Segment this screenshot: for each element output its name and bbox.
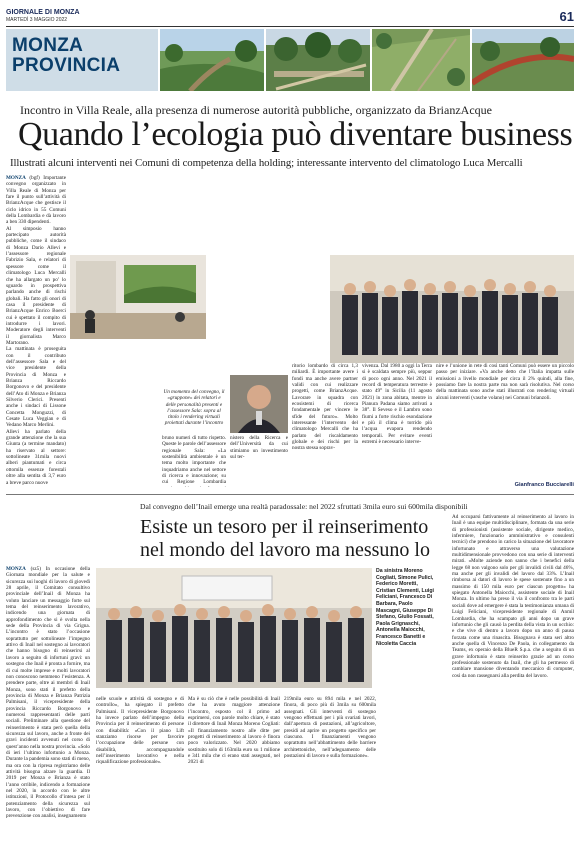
article1-headline: Quando l’ecologia può diventare business: [18, 116, 573, 153]
section-label-line2: PROVINCIA: [12, 55, 121, 76]
page-number: 61: [559, 9, 574, 24]
rendering-image-3: [372, 29, 470, 91]
article1-col1-p4: Allevi ha parlato della grande attenzione che la sua Giunta (a termine mandato) ha riservato al settore: sottolineate 31mila nuovi alberi piantumati e circa ottomila essenze forestali oltre alla sentita di 3,7 euro a breve parco nuove: [6, 428, 66, 486]
section-label-line1: MONZA: [12, 35, 84, 56]
article1-column-1: [6, 175, 66, 486]
publication-name: GIORNALE DI MONZA: [6, 9, 80, 16]
speaker-photo: [230, 375, 288, 433]
rendering-image-1: [160, 29, 264, 91]
article2-column-3: Ma è su ciò che è nelle possibilità di Inail che ha avuto maggiore attenzione l’incontro, esposto col il primo ad esprimersi, con parole molto chiare, è stato il direttore di Inail Monza Moreno Cogliati: «Il finanziamento nostro alle ditte per progetti di reinserimento al lavoro è finora poco valorizzato. Nel 2020 abbiamo sostituito solo di 163mila euro su 1 milione e 341 mila che ci erano stati assegnati, nel 2021 di: [188, 696, 280, 766]
article2-dateline-sub: (sz5): [30, 566, 41, 572]
masthead: [6, 9, 574, 27]
rendering-image-4: [472, 29, 574, 91]
article-divider: [6, 494, 574, 495]
article2-column-2: nelle scuole e attività di sostegno e di controllo», ha spiegato il prefetto Palmisani. Il vicepresidente Borgonovo ha invece parlato dell’impegno della Provincia per il reinserimento di persone con disabilità: «Con il piano Lift stanziamo risorse per favorire l’occupazione delle persone con disabilità, accompagnandole nell’inserimento lavorativo e nella riqualificazione professionale».: [96, 696, 184, 766]
article2-column-1: [6, 566, 90, 836]
article1-column-3: nistero della Ricerca e dell’Università da cui stimiamo un investimento sul ter-: [230, 435, 288, 461]
inail-meeting-photo: [96, 568, 372, 688]
article1-column-6: nire e l’unione in rete di così tanti Comuni può essere un piccolo passo per iniziare. «Va anche detto che l’Italia impatta sulle emissioni a livello mondiale per circa il 2% quindi, alla fine, possiamo fare la nostra parte ma non sarà risolutiva. Nel corso della mattinata sono anche stati illustrati con rendering virtuali alcuni interventi (vasche volano) nei Comuni brianzoli.: [436, 363, 574, 401]
article1-column-5: vivenza. Dal 1980 a oggi la Terra si è scaldata sempre più, seppur di poco ogni anno. Nel 2021 il record di temperatura terrestre è stato 49° in Sicilia (11 agosto 2021) in zona abitata, mentre in Pianura Padana siamo arrivati a 38°. Il Seveso e il Lambro sono fiumi a forte rischio esondazione e più il clima è torrido più l’acqua evapora rendendo temporali. Per evitare eventi estremi è necessario interve-: [362, 363, 432, 446]
article1-col1-p2: Al simposio hanno partecipato autorità pubbliche, come il sindaco di Monza Dario Allevi e l’assessore regionale Fabrizio Sala, e relatori di spessore come il climatologo Luca Mercalli che ha allargato un po’ lo sguardo in prospettiva parlando anche di rischi globali. Ha fatto gli onori di casa il presidente di BrianzAcque Enrico Boerci cui è spettato il compito di introdurre i lavori. Moderatore degli interventi il giornalista Marco Martorano.: [6, 225, 66, 346]
article2-column-5: Ad occuparsi fattivamente al reinserimento al lavoro in Inail è una equipe multidisciplinare, formata da una serie di professionisti (assistente sociale, dirigente medico, infermiere, funzionario amministrativo e consulenti tecnici) che prendono in carico la situazione del lavoratore infortunato e attraverso una valutazione multidimensionale provvedono con una serie di interventi mirati. «Molte aziende non sanno che i benefici della legge 68 non valgono solo per gli invalidi civili dal 46%, ma anche per gli invalidi del lavoro dal 33%. L’Inail rimborsa ai datori di lavoro le spese sostenute fino a un massimo di 150 mila euro per ciascun progetto» ha spiegato Antonella Maiocchi, assistente sociale di Inail Monza. In ultimo ha preso il via il confronto tra le parti sociali dove ad emergere è stata la testimonianza umana di Luigi Feliciani, vicepresidente regionale di Anmil Lombardia, che ha scampato gli anni dopo un grave infortunio che gli causò la perdita della vista in un occhio: e che vive di dentro a lavoro dopo un anno di pausa forzata come una rinascita. Bisognava è stata seri altro anche quella di Vincenzo De Paola, in collegamento da Teams, ex operaio della BlueR S.p.a. che a seguito di un grave infortunio è stato reinserito grazie ad un corso professionale sostenuto da Inail, che gli ha permesso di cambiare mansione diventando meccanico di computer, così da non rassegnarsi alla perdita del lavoro.: [452, 514, 574, 679]
article1-signature: Gianfranco Bucciarelli: [514, 482, 574, 488]
article2-photo-caption: Da sinistra Moreno Cogliati, Simone Pulici, Federico Moretti, Cristian Clementi, Luigi Feliciani, Francesco Di Barbara, Paolo Mascagni, Giuseppe Di Stefano, Giulio Fossati, Paola Grignaschi, Antonella Maiocchi, Francesco Banetti e Nicoletta Caccia: [376, 568, 434, 647]
article2-kicker: Dal convegno dell’Inail emerge una realtà paradossale: nel 2022 sfruttati 3mila euro sui 600mila disponibili: [140, 502, 468, 511]
issue-date: MARTEDÌ 3 MAGGIO 2022: [6, 17, 68, 23]
article1-dateline: MONZA: [6, 175, 26, 181]
article2-col1-text: In occasione della Giornata mondiale per la salute e sicurezza sui luoghi di lavoro di giovedì 28 aprile, il Comitato consultivo provinciale dell’Inail di Monza ha voluto lanciare un messaggio forte sul tema del reinserimento lavorativo, indicendo una giornata di approfondimento che si è svolta nella sede della Provincia di via Grigna. L’incontro è stato l’occasione soprattutto per sottolineare l’impegno attivo di Inail nel sostegno ai lavoratori che hanno bisogno di reinserirsi al lavoro a seguito di infortuni gravi: un sostegno che Inail è pronta a fornire, ma di cui molte imprese e molti lavoratori non conoscono nemmeno l’esistenza. A prendere parte, oltre ai membri di Inail Monza, sono stati il prefetto della provincia di Monza e Brianza Patrizia Palmisani, il vicepresidente della provincia Riccardo Borgonovo e numerosi rappresentanti delle parti sociali. Preliminare alla questione del reinserimento è stata però quella della sicurezza sul lavoro, anche a fronte dei gravi incidenti avvenuti nel corso di quest’anno nella nostra provincia. «Solo di ieri l’ultimo infortunio a Monza. Durante la pandemia sono stati di meno, ma ora con la ripresa registriamo delle attività bisogna alzare la guardia. Il 2019 per Monza e Brianza è stato l’anno orribile, indicendo a formazione nel 2020, in accordo con le altre istituzioni, il Protocollo d’intesa per il potenziamento della sicurezza sul lavoro, con l’obiettivo di fare prevenzione con analisi, insegnamento: [6, 566, 90, 820]
article1-column-4: ritorio lombardo di circa 1,3 miliardi. È importante avere i fondi ma anche avere partner validi con cui realizzare progetti, come BrianzAcque. Lavorare in squadra con ecosistemi di ricerca fondamentale per vincere le sfide del futuro». Molto interessante l’intervento del climatologo Mercalli che ha parlato del riscaldamento globale e dei rischi per la nostra stessa soprav-: [292, 363, 358, 452]
article1-col1-p1: Importante convegno organizzato in Villa Reale di Monza per fare il punto sull’attività di BrianzAcque che gestisce il ciclo idrico in 55 Comuni della Lombardia e dà lavoro a ben 330 dipendenti.: [6, 175, 66, 226]
conference-room-photo: [70, 255, 206, 339]
article2-dateline: MONZA: [6, 566, 26, 572]
group-photo: [330, 255, 574, 363]
article1-photo-caption: Un momento del convegno, il «gruppone» dei relatori e delle personalità presenti e l’assessore Sala: sopra al titolo i rendering virtuali proiettati durante l’incontro: [162, 389, 226, 433]
article1-col1-p3: La mattinata è proseguita con il contributo dell’assessore Sala e del vice presidente della Provincia di Monza e Brianza Riccardo Borgonovo e del presidente dell’Ato di Monza e Brianza Silverio Clerici. Presenti anche i sindaci di Lissone Concetta Monguzzi, di Cesate Luca Veggian e di Vedano Marco Merlini.: [6, 346, 66, 429]
article1-deck: Illustrati alcuni interventi nei Comuni di competenza della holding; interessante intervento del climatologo Luca Mercalli: [10, 157, 523, 169]
article1-kicker: Incontro in Villa Reale, alla presenza di numerose autorità pubbliche, organizzato da BrianzAcque: [20, 103, 492, 117]
article2-headline: Esiste un tesoro per il reinserimento nel mondo del lavoro ma nessuno lo: [140, 516, 430, 561]
article1-column-2: bruno numeri di tutto rispetto. Queste le parole dell’assessore regionale Sala: «La sostenibilità ambientale è un tema molto importante che inquadriamo anche nel settore di ricerca e innovazione; su cui Regione Lombardia: [162, 435, 226, 486]
article2-column-4: 219mila euro su 894 mila e nel 2022, finora, di poco più di 3mila su 600mila assegnati. Gli interventi di sostegno vengono effettuati per i più svariati lavori, dall’apertura di postazioni, all’agricoltore, presidi ad aprire un progetto specifico per ciascuno. I finanziamenti vengono soprattutto nell’abbattimento delle barriere architettoniche, nell’adeguamento delle postazioni di lavoro e sulla formazione».: [284, 696, 376, 760]
section-label: [6, 29, 158, 91]
rendering-image-2: [266, 29, 370, 91]
article1-dateline-sub: (bgf): [29, 175, 40, 181]
